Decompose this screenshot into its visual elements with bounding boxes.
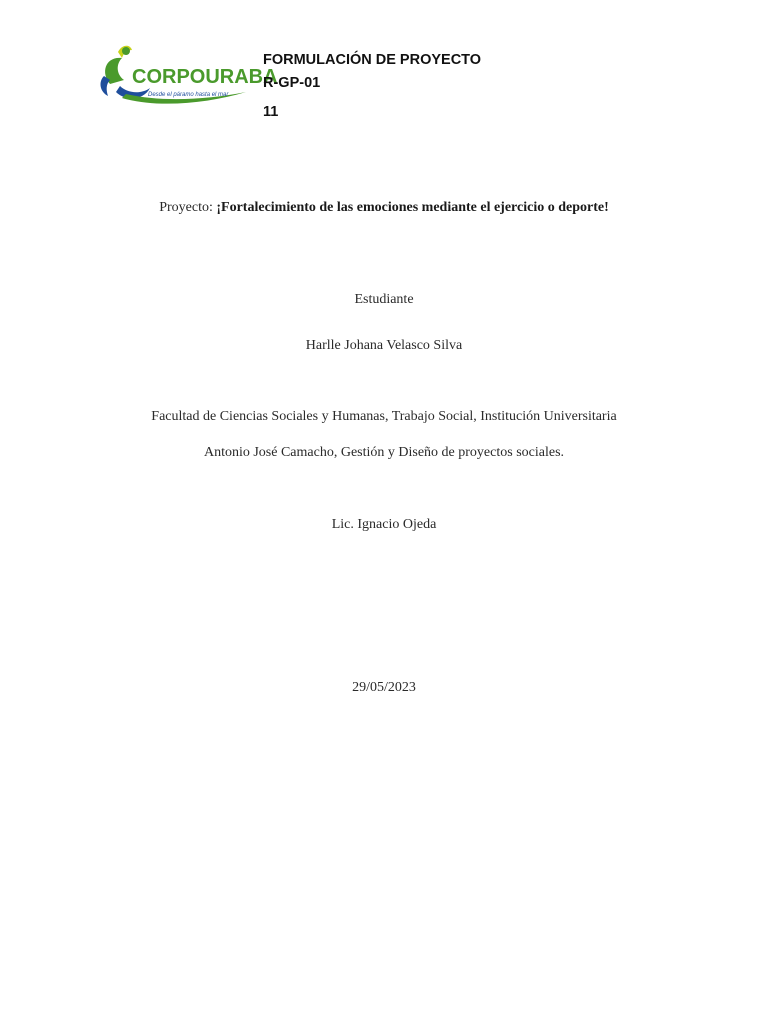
document-title: FORMULACIÓN DE PROYECTO [263, 52, 482, 68]
logo-brand-text: CORPOURABA [132, 66, 278, 88]
institution-line-2: Antonio José Camacho, Gestión y Diseño de proyectos sociales. [203, 445, 565, 460]
student-label: Estudiante [354, 292, 414, 307]
logo-tagline-text: Desde el páramo hasta el mar [148, 92, 229, 98]
project-label: Proyecto: [159, 200, 217, 215]
project-line [0, 200, 768, 216]
document-date: 29/05/2023 [352, 680, 416, 695]
teacher-name: Lic. Ignacio Ojeda [331, 517, 437, 532]
document-code: R-GP-01 [263, 75, 321, 91]
document-version: 11 [263, 104, 279, 120]
corpouraba-logo [96, 42, 278, 110]
project-name: ¡Fortalecimiento de las emociones mediante el ejercicio o deporte! [216, 200, 609, 215]
institution-line-1: Facultad de Ciencias Sociales y Humanas, Trabajo Social, Institución Universitaria [151, 409, 617, 424]
student-name: Harlle Johana Velasco Silva [305, 338, 463, 353]
